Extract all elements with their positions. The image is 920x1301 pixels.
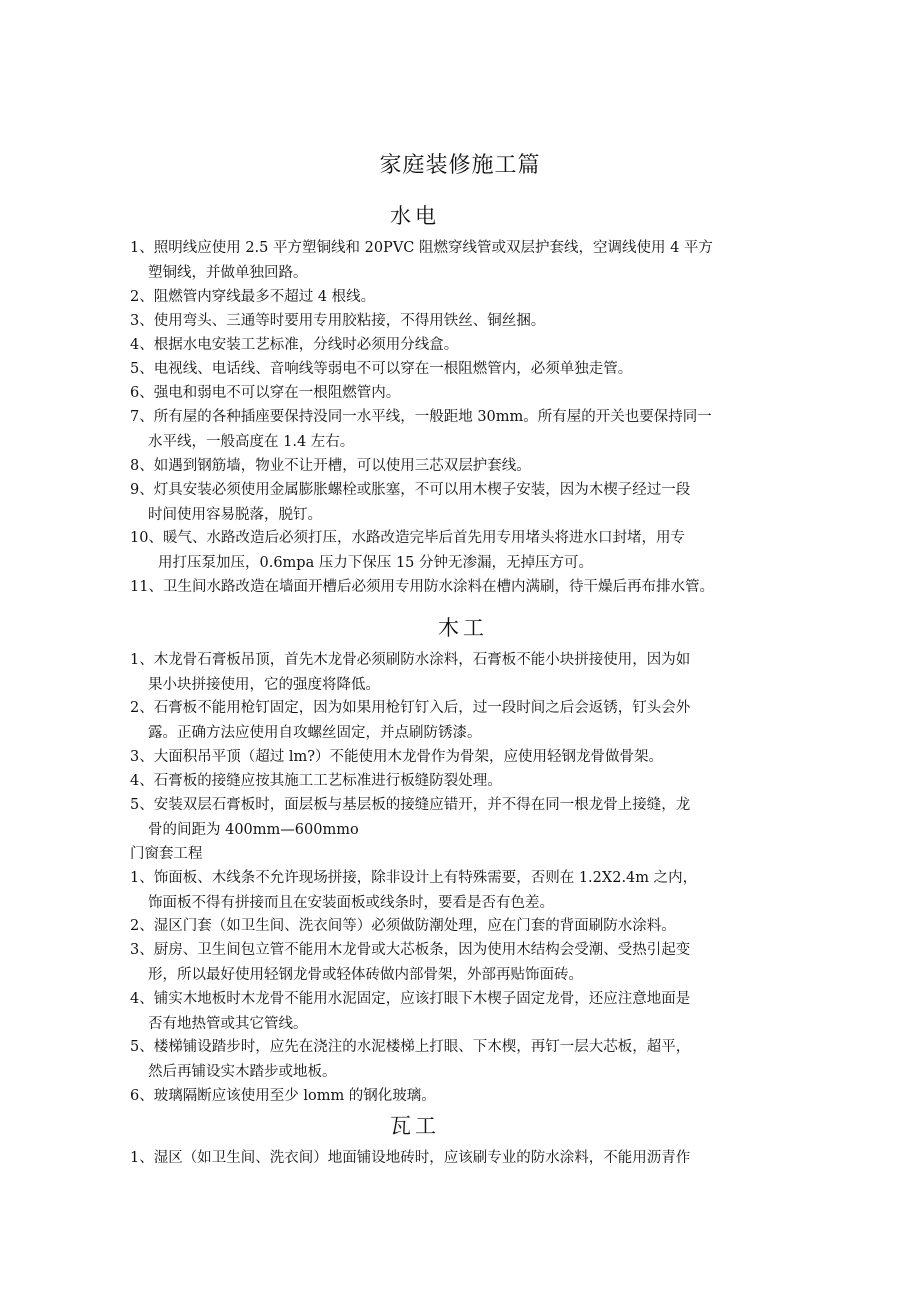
list-item: 3、大面积吊平顶（超过 lm?）不能使用木龙骨作为骨架，应使用轻钢龙骨做骨架。 <box>130 749 663 765</box>
list-item: 11、卫生间水路改造在墙面开槽后必须用专用防水涂料在槽内满刷，待干燥后再布排水管。 <box>130 579 714 595</box>
list-item: 2、湿区门套（如卫生间、洗衣间等）必须做防潮处理，应在门套的背面刷防水涂料。 <box>130 918 676 934</box>
list-item: 2、阻燃管内穿线最多不超过 4 根线。 <box>130 289 376 305</box>
list-item: 6、玻璃隔断应该使用至少 lomm 的钢化玻璃。 <box>130 1088 436 1104</box>
list-item: 1、湿区（如卫生间、洗衣间）地面铺设地砖时，应该刷专业的防水涂料，不能用沥青作 <box>130 1150 691 1166</box>
list-item: 3、使用弯头、三通等时要用专用胶粘接，不得用铁丝、铜丝捆。 <box>130 313 546 329</box>
section-heading-wagong: 瓦工 <box>390 1114 440 1138</box>
page-title: 家庭装修施工篇 <box>379 153 541 178</box>
list-item: 3、厨房、卫生间包立管不能用木龙骨或大芯板条，因为使用木结构会受潮、受热引起变 形，所以最好使用轻钢龙骨或轻体砖做内部骨架，外部再贴饰面砖。 <box>130 942 691 983</box>
list-item: 10、暖气、水路改造后必须打压，水路改造完毕后首先用专用堵头将进水口封堵，用专 用打压泵加压，0.6mpa 压力下保压 15 分钟无渗漏，无掉压方可。 <box>130 530 685 571</box>
list-item: 7、所有屋的各种插座要保持没同一水平线，一般距地 30mm。所有屋的开关也要保持同一 水平线，一般高度在 1.4 左右。 <box>130 409 712 450</box>
list-item: 1、照明线应使用 2.5 平方塑铜线和 20PVC 阻燃穿线管或双层护套线，空调线使用 4 平方 塑铜线，并做单独回路。 <box>130 240 713 281</box>
section-heading-mugong: 木工 <box>438 616 488 640</box>
list-item: 4、根据水电安装工艺标准，分线时必须用分线盒。 <box>130 337 459 353</box>
list-item: 6、强电和弱电不可以穿在一根阻燃管内。 <box>130 385 401 401</box>
list-item: 8、如遇到钢筋墙，物业不让开槽，可以使用三芯双层护套线。 <box>130 458 531 474</box>
list-item: 2、石膏板不能用枪钉固定，因为如果用枪钉钉入后，过一段时间之后会返锈，钉头会外 露。正确方法应使用自攻螺丝固定，并点刷防锈漆。 <box>130 700 691 741</box>
list-item: 5、安装双层石膏板时，面层板与基层板的接缝应错开，并不得在同一根龙骨上接缝，龙 骨的间距为 400mm—600mmo <box>130 797 691 838</box>
list-item: 4、铺实木地板时木龙骨不能用水泥固定，应该打眼下木楔子固定龙骨，还应注意地面是 否有地热管或其它管线。 <box>130 991 691 1032</box>
list-item: 5、电视线、电话线、音响线等弱电不可以穿在一根阻燃管内，必须单独走管。 <box>130 361 633 377</box>
list-item: 4、石膏板的接缝应按其施工工艺标准进行板缝防裂处理。 <box>130 773 502 789</box>
section-heading-shuidian: 水电 <box>390 204 440 228</box>
section-heading-menchuang: 门窗套工程 <box>130 846 203 862</box>
list-item: 5、楼梯铺设踏步时，应先在浇注的水泥楼梯上打眼、下木楔，再钉一层大芯板，超平， 然后再铺设实木踏步或地板。 <box>130 1039 691 1080</box>
list-item: 9、灯具安装必须使用金属膨胀螺栓或胀塞，不可以用木楔子安装，因为木楔子经过一段 时间使用容易脱落，脱钉。 <box>130 482 691 523</box>
list-item: 1、木龙骨石膏板吊顶，首先木龙骨必须刷防水涂料，石膏板不能小块拼接使用，因为如 果小块拼接使用，它的强度将降低。 <box>130 652 691 693</box>
list-item: 1、饰面板、木线条不允许现场拼接，除非设计上有特殊需要，否则在 1.2X2.4m 之内， 饰面板不得有拼接而且在安装面板或线条时，要看是否有色差。 <box>130 870 698 911</box>
